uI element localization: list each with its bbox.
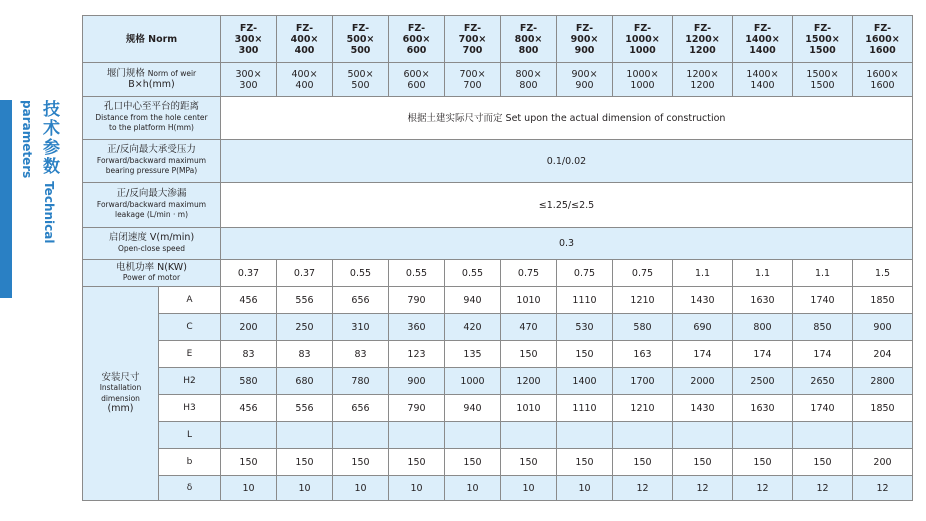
weir-cell-5: 800× 800 <box>501 63 557 97</box>
install-cell: 10 <box>501 476 557 501</box>
install-cell: 123 <box>389 341 445 368</box>
install-cell: 10 <box>389 476 445 501</box>
install-cell: 10 <box>333 476 389 501</box>
power-cell-2: 0.55 <box>333 260 389 287</box>
install-cell: 12 <box>793 476 853 501</box>
weir-cell-8: 1200× 1200 <box>673 63 733 97</box>
distance-row <box>83 97 913 140</box>
weir-cell-0: 300× 300 <box>221 63 277 97</box>
install-cell: 200 <box>853 449 913 476</box>
install-cell: 1430 <box>673 395 733 422</box>
install-cell: 780 <box>333 368 389 395</box>
install-cell <box>557 422 613 449</box>
install-cell: 1740 <box>793 287 853 314</box>
install-cell: 790 <box>389 287 445 314</box>
install-cell: 135 <box>445 341 501 368</box>
install-cell: 10 <box>557 476 613 501</box>
install-cell <box>673 422 733 449</box>
install-cell: 656 <box>333 287 389 314</box>
install-cell: 1400 <box>557 368 613 395</box>
header-cell-7: FZ- 1000× 1000 <box>613 16 673 63</box>
installation-section <box>83 287 913 501</box>
install-cell <box>277 422 333 449</box>
power-cell-6: 0.75 <box>557 260 613 287</box>
install-cell: 250 <box>277 314 333 341</box>
install-row <box>83 449 913 476</box>
install-cell: 1200 <box>501 368 557 395</box>
install-cell: 12 <box>613 476 673 501</box>
install-cell: 420 <box>445 314 501 341</box>
leakage-value: ≤1.25/≤2.5 <box>221 183 913 228</box>
install-cell: 1740 <box>793 395 853 422</box>
install-cell: 150 <box>277 449 333 476</box>
speed-value: 0.3 <box>221 228 913 260</box>
header-cell-3: FZ- 600× 600 <box>389 16 445 63</box>
install-key: b <box>159 449 221 476</box>
section-title-en: Technical parameters <box>20 100 56 244</box>
install-cell: 470 <box>501 314 557 341</box>
install-cell: 150 <box>613 449 673 476</box>
section-title-cn: 技术参数 <box>39 100 59 176</box>
power-cell-10: 1.1 <box>793 260 853 287</box>
header-cell-5: FZ- 800× 800 <box>501 16 557 63</box>
header-label: 规格 Norm <box>83 16 221 63</box>
install-cell: 1850 <box>853 395 913 422</box>
weir-cell-7: 1000× 1000 <box>613 63 673 97</box>
install-cell: 83 <box>221 341 277 368</box>
install-key: E <box>159 341 221 368</box>
install-key: C <box>159 314 221 341</box>
install-row <box>83 395 913 422</box>
install-cell: 360 <box>389 314 445 341</box>
install-cell <box>445 422 501 449</box>
header-row <box>83 16 913 63</box>
install-cell: 1210 <box>613 395 673 422</box>
install-cell: 1110 <box>557 395 613 422</box>
install-row <box>83 341 913 368</box>
header-cell-2: FZ- 500× 500 <box>333 16 389 63</box>
install-cell: 12 <box>853 476 913 501</box>
install-cell: 12 <box>733 476 793 501</box>
side-accent-bar <box>0 100 12 298</box>
install-cell <box>501 422 557 449</box>
install-cell: 10 <box>221 476 277 501</box>
install-row <box>83 422 913 449</box>
install-cell: 1010 <box>501 287 557 314</box>
install-cell: 1630 <box>733 395 793 422</box>
pressure-value: 0.1/0.02 <box>221 140 913 183</box>
weir-cell-10: 1500× 1500 <box>793 63 853 97</box>
install-cell: 204 <box>853 341 913 368</box>
header-cell-9: FZ- 1400× 1400 <box>733 16 793 63</box>
header-cell-8: FZ- 1200× 1200 <box>673 16 733 63</box>
install-cell: 456 <box>221 395 277 422</box>
install-cell: 580 <box>221 368 277 395</box>
install-cell: 1010 <box>501 395 557 422</box>
pressure-label: 正/反向最大承受压力 Forward/backward maximum bearing pressure P(MPa) <box>83 140 221 183</box>
install-row <box>83 314 913 341</box>
install-row <box>83 476 913 501</box>
install-cell <box>733 422 793 449</box>
install-cell: 1000 <box>445 368 501 395</box>
weir-cell-1: 400× 400 <box>277 63 333 97</box>
install-cell: 150 <box>389 449 445 476</box>
install-cell: 850 <box>793 314 853 341</box>
install-key: L <box>159 422 221 449</box>
install-cell: 530 <box>557 314 613 341</box>
weir-cell-11: 1600× 1600 <box>853 63 913 97</box>
install-cell: 12 <box>673 476 733 501</box>
install-cell: 150 <box>557 449 613 476</box>
install-cell: 900 <box>389 368 445 395</box>
install-cell: 900 <box>853 314 913 341</box>
install-cell: 174 <box>673 341 733 368</box>
header-cell-1: FZ- 400× 400 <box>277 16 333 63</box>
install-cell: 150 <box>557 341 613 368</box>
install-cell <box>389 422 445 449</box>
speed-label: 启闭速度 V(m/min) Open-close speed <box>83 228 221 260</box>
install-cell <box>613 422 673 449</box>
weir-label: 堰门规格 Norm of weir B×h(mm) <box>83 63 221 97</box>
install-cell: 83 <box>277 341 333 368</box>
install-key: H2 <box>159 368 221 395</box>
leakage-label: 正/反向最大渗漏 Forward/backward maximum leakage (L/min · m) <box>83 183 221 228</box>
install-cell: 940 <box>445 287 501 314</box>
install-row <box>83 287 913 314</box>
install-cell: 1210 <box>613 287 673 314</box>
weir-cell-9: 1400× 1400 <box>733 63 793 97</box>
install-cell <box>793 422 853 449</box>
power-cell-9: 1.1 <box>733 260 793 287</box>
install-cell: 940 <box>445 395 501 422</box>
power-cell-3: 0.55 <box>389 260 445 287</box>
power-cell-7: 0.75 <box>613 260 673 287</box>
install-cell: 2650 <box>793 368 853 395</box>
install-cell: 150 <box>221 449 277 476</box>
install-cell: 1630 <box>733 287 793 314</box>
install-cell: 150 <box>793 449 853 476</box>
pressure-row <box>83 140 913 183</box>
power-row <box>83 260 913 287</box>
install-key: A <box>159 287 221 314</box>
install-cell <box>333 422 389 449</box>
header-cell-11: FZ- 1600× 1600 <box>853 16 913 63</box>
install-cell: 1110 <box>557 287 613 314</box>
install-cell: 800 <box>733 314 793 341</box>
header-cell-6: FZ- 900× 900 <box>557 16 613 63</box>
header-cell-4: FZ- 700× 700 <box>445 16 501 63</box>
weir-cell-3: 600× 600 <box>389 63 445 97</box>
header-cell-0: FZ- 300× 300 <box>221 16 277 63</box>
install-cell: 1700 <box>613 368 673 395</box>
install-cell: 556 <box>277 287 333 314</box>
weir-cell-6: 900× 900 <box>557 63 613 97</box>
install-cell: 150 <box>733 449 793 476</box>
install-cell: 83 <box>333 341 389 368</box>
distance-value: 根据土建实际尺寸而定 Set upon the actual dimension of construction <box>221 97 913 140</box>
install-cell: 150 <box>445 449 501 476</box>
install-cell: 10 <box>445 476 501 501</box>
install-cell: 310 <box>333 314 389 341</box>
leakage-row <box>83 183 913 228</box>
install-cell: 456 <box>221 287 277 314</box>
install-cell: 174 <box>733 341 793 368</box>
power-cell-4: 0.55 <box>445 260 501 287</box>
install-cell: 150 <box>501 449 557 476</box>
power-cell-11: 1.5 <box>853 260 913 287</box>
install-cell: 1430 <box>673 287 733 314</box>
weir-row <box>83 63 913 97</box>
weir-cell-2: 500× 500 <box>333 63 389 97</box>
install-cell: 2800 <box>853 368 913 395</box>
install-key: H3 <box>159 395 221 422</box>
install-cell: 200 <box>221 314 277 341</box>
install-cell: 790 <box>389 395 445 422</box>
speed-row <box>83 228 913 260</box>
install-cell: 150 <box>501 341 557 368</box>
install-cell: 556 <box>277 395 333 422</box>
install-cell: 163 <box>613 341 673 368</box>
install-cell: 690 <box>673 314 733 341</box>
section-title <box>15 100 61 290</box>
install-key: δ <box>159 476 221 501</box>
install-cell: 174 <box>793 341 853 368</box>
install-cell: 680 <box>277 368 333 395</box>
install-cell <box>853 422 913 449</box>
weir-cell-4: 700× 700 <box>445 63 501 97</box>
install-cell: 1850 <box>853 287 913 314</box>
power-label: 电机功率 N(KW) Power of motor <box>83 260 221 287</box>
install-cell: 150 <box>333 449 389 476</box>
power-cell-1: 0.37 <box>277 260 333 287</box>
install-cell: 2000 <box>673 368 733 395</box>
install-row <box>83 368 913 395</box>
install-cell <box>221 422 277 449</box>
power-cell-5: 0.75 <box>501 260 557 287</box>
header-cell-10: FZ- 1500× 1500 <box>793 16 853 63</box>
installation-label: 安装尺寸 Installation dimension (mm) <box>83 287 159 501</box>
power-cell-8: 1.1 <box>673 260 733 287</box>
power-cell-0: 0.37 <box>221 260 277 287</box>
install-cell: 580 <box>613 314 673 341</box>
install-cell: 656 <box>333 395 389 422</box>
install-cell: 150 <box>673 449 733 476</box>
install-cell: 10 <box>277 476 333 501</box>
distance-label: 孔口中心至平台的距离 Distance from the hole center to the platform H(mm) <box>83 97 221 140</box>
parameters-table <box>82 15 913 501</box>
install-cell: 2500 <box>733 368 793 395</box>
